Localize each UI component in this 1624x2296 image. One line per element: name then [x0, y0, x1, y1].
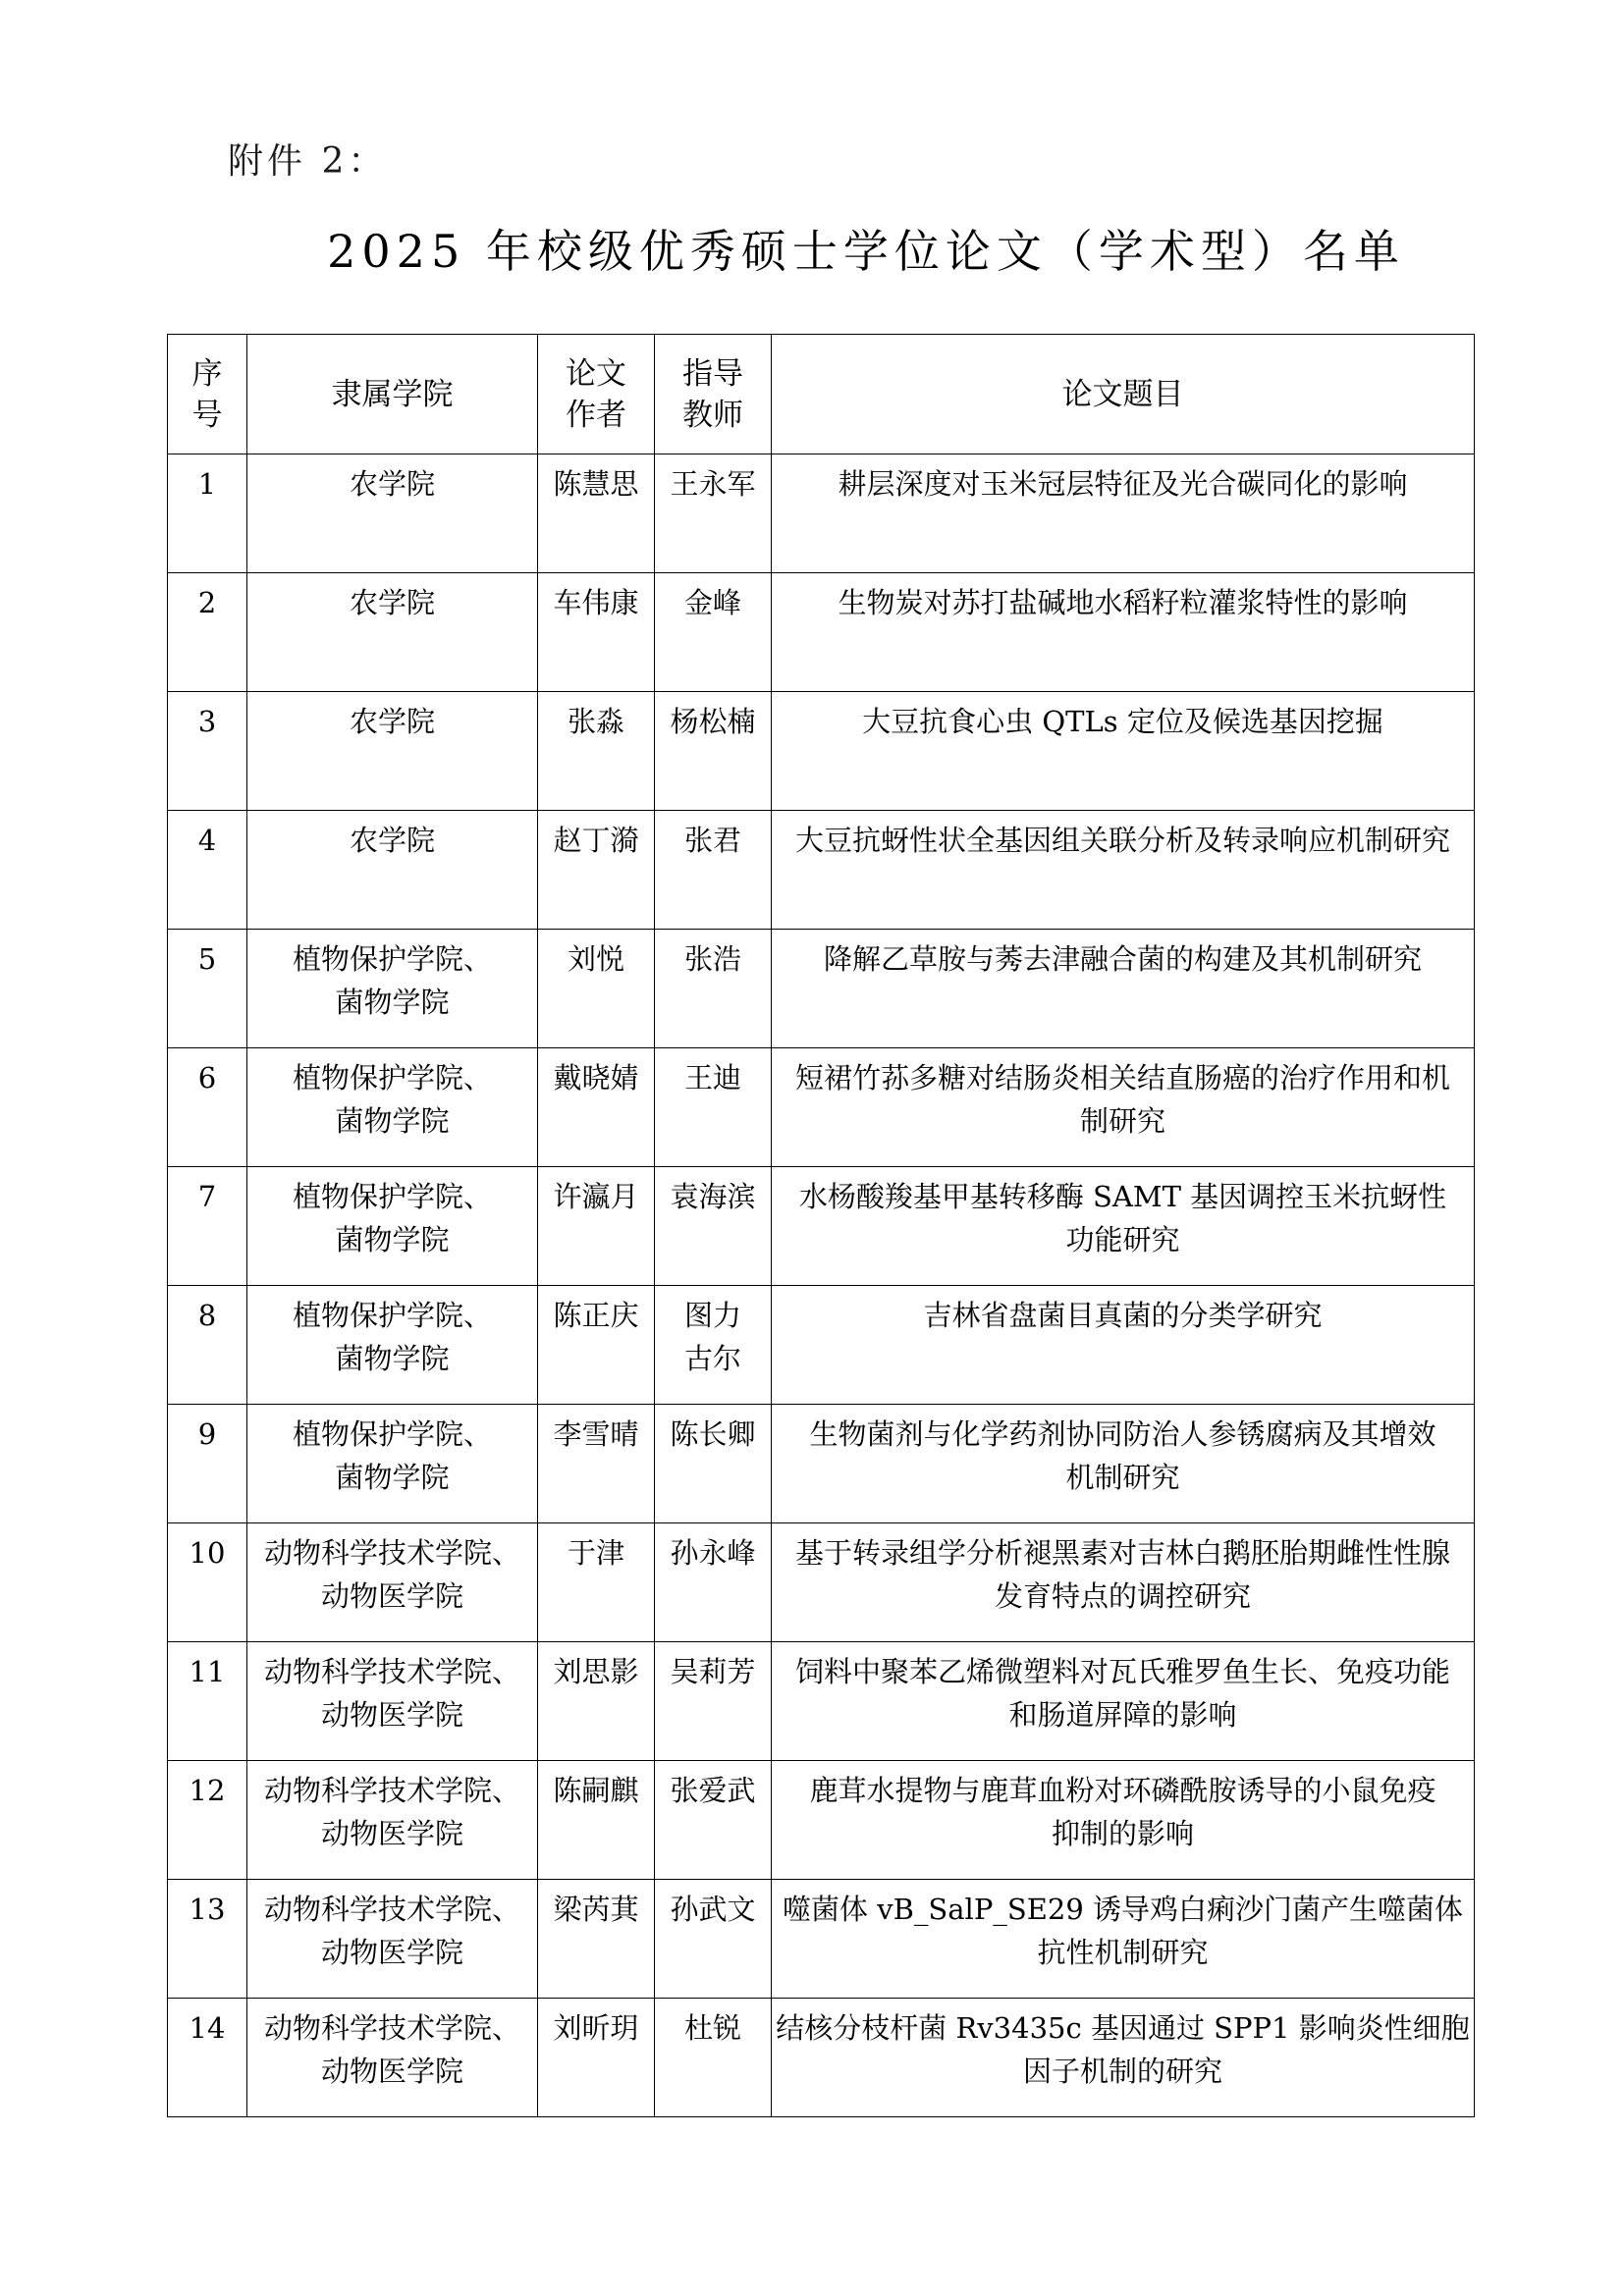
- table-row: [168, 1880, 1475, 1999]
- cell-college: 动物科学技术学院、 动物医学院: [247, 1761, 538, 1880]
- cell-no: 12: [168, 1761, 247, 1880]
- cell-no: 7: [168, 1167, 247, 1286]
- cell-no: 6: [168, 1048, 247, 1167]
- thesis-table: [167, 334, 1475, 2117]
- cell-no: 2: [168, 573, 247, 692]
- cell-topic: 生物炭对苏打盐碱地水稻籽粒灌浆特性的影响: [772, 573, 1475, 692]
- cell-no: 14: [168, 1999, 247, 2117]
- cell-author: 戴晓婧: [538, 1048, 655, 1167]
- cell-author: 刘悦: [538, 930, 655, 1048]
- cell-topic: 饲料中聚苯乙烯微塑料对瓦氏雅罗鱼生长、免疫功能 和肠道屏障的影响: [772, 1642, 1475, 1761]
- table-row: [168, 573, 1475, 692]
- cell-author: 赵丁漪: [538, 811, 655, 930]
- cell-advisor: 孙武文: [655, 1880, 772, 1999]
- cell-topic: 大豆抗食心虫 QTLs 定位及候选基因挖掘: [772, 692, 1475, 811]
- table-row: [168, 692, 1475, 811]
- cell-topic: 耕层深度对玉米冠层特征及光合碳同化的影响: [772, 454, 1475, 573]
- header-college: 隶属学院: [247, 335, 538, 454]
- table-row: [168, 1999, 1475, 2117]
- table-row: [168, 1048, 1475, 1167]
- cell-advisor: 王永军: [655, 454, 772, 573]
- cell-college: 动物科学技术学院、 动物医学院: [247, 1523, 538, 1642]
- cell-advisor: 袁海滨: [655, 1167, 772, 1286]
- cell-no: 11: [168, 1642, 247, 1761]
- cell-college: 农学院: [247, 811, 538, 930]
- cell-advisor: 孙永峰: [655, 1523, 772, 1642]
- cell-topic: 水杨酸羧基甲基转移酶 SAMT 基因调控玉米抗蚜性 功能研究: [772, 1167, 1475, 1286]
- cell-topic: 基于转录组学分析褪黑素对吉林白鹅胚胎期雌性性腺 发育特点的调控研究: [772, 1523, 1475, 1642]
- cell-topic: 生物菌剂与化学药剂协同防治人参锈腐病及其增效 机制研究: [772, 1405, 1475, 1523]
- cell-college: 植物保护学院、 菌物学院: [247, 1167, 538, 1286]
- cell-author: 陈慧思: [538, 454, 655, 573]
- cell-author: 李雪晴: [538, 1405, 655, 1523]
- cell-advisor: 吴莉芳: [655, 1642, 772, 1761]
- table-row: [168, 930, 1475, 1048]
- cell-author: 陈正庆: [538, 1286, 655, 1405]
- cell-author: 刘思影: [538, 1642, 655, 1761]
- table-header-row: [168, 335, 1475, 454]
- cell-no: 9: [168, 1405, 247, 1523]
- cell-advisor: 张浩: [655, 930, 772, 1048]
- cell-author: 梁芮萁: [538, 1880, 655, 1999]
- table-row: [168, 1523, 1475, 1642]
- cell-author: 陈嗣麒: [538, 1761, 655, 1880]
- cell-advisor: 陈长卿: [655, 1405, 772, 1523]
- table-row: [168, 811, 1475, 930]
- cell-author: 于津: [538, 1523, 655, 1642]
- cell-author: 张淼: [538, 692, 655, 811]
- cell-topic: 大豆抗蚜性状全基因组关联分析及转录响应机制研究: [772, 811, 1475, 930]
- attachment-label: 附件 2：: [228, 141, 388, 182]
- cell-college: 动物科学技术学院、 动物医学院: [247, 1642, 538, 1761]
- cell-no: 5: [168, 930, 247, 1048]
- cell-advisor: 张爱武: [655, 1761, 772, 1880]
- header-author: 论文 作者: [538, 335, 655, 454]
- page-title: 2025 年校级优秀硕士学位论文（学术型）名单: [327, 225, 1405, 278]
- cell-no: 1: [168, 454, 247, 573]
- cell-topic: 结核分枝杆菌 Rv3435c 基因通过 SPP1 影响炎性细胞 因子机制的研究: [772, 1999, 1475, 2117]
- cell-college: 动物科学技术学院、 动物医学院: [247, 1880, 538, 1999]
- cell-no: 10: [168, 1523, 247, 1642]
- table-row: [168, 1405, 1475, 1523]
- cell-advisor: 杜锐: [655, 1999, 772, 2117]
- table-row: [168, 1761, 1475, 1880]
- cell-no: 3: [168, 692, 247, 811]
- cell-advisor: 杨松楠: [655, 692, 772, 811]
- cell-topic: 吉林省盘菌目真菌的分类学研究: [772, 1286, 1475, 1405]
- table-row: [168, 1286, 1475, 1405]
- cell-advisor: 图力 古尔: [655, 1286, 772, 1405]
- cell-author: 许瀛月: [538, 1167, 655, 1286]
- cell-college: 植物保护学院、 菌物学院: [247, 1405, 538, 1523]
- header-advisor: 指导 教师: [655, 335, 772, 454]
- cell-college: 农学院: [247, 573, 538, 692]
- cell-college: 植物保护学院、 菌物学院: [247, 1048, 538, 1167]
- cell-advisor: 张君: [655, 811, 772, 930]
- cell-college: 植物保护学院、 菌物学院: [247, 1286, 538, 1405]
- header-topic: 论文题目: [772, 335, 1475, 454]
- cell-college: 植物保护学院、 菌物学院: [247, 930, 538, 1048]
- cell-no: 13: [168, 1880, 247, 1999]
- cell-college: 农学院: [247, 454, 538, 573]
- cell-college: 动物科学技术学院、 动物医学院: [247, 1999, 538, 2117]
- cell-advisor: 金峰: [655, 573, 772, 692]
- cell-no: 8: [168, 1286, 247, 1405]
- table-row: [168, 454, 1475, 573]
- cell-topic: 噬菌体 vB_SalP_SE29 诱导鸡白痢沙门菌产生噬菌体 抗性机制研究: [772, 1880, 1475, 1999]
- cell-college: 农学院: [247, 692, 538, 811]
- cell-advisor: 王迪: [655, 1048, 772, 1167]
- cell-topic: 鹿茸水提物与鹿茸血粉对环磷酰胺诱导的小鼠免疫 抑制的影响: [772, 1761, 1475, 1880]
- cell-topic: 降解乙草胺与莠去津融合菌的构建及其机制研究: [772, 930, 1475, 1048]
- cell-author: 刘昕玥: [538, 1999, 655, 2117]
- cell-author: 车伟康: [538, 573, 655, 692]
- table-row: [168, 1167, 1475, 1286]
- cell-topic: 短裙竹荪多糖对结肠炎相关结直肠癌的治疗作用和机 制研究: [772, 1048, 1475, 1167]
- table-row: [168, 1642, 1475, 1761]
- cell-no: 4: [168, 811, 247, 930]
- header-no: 序 号: [168, 335, 247, 454]
